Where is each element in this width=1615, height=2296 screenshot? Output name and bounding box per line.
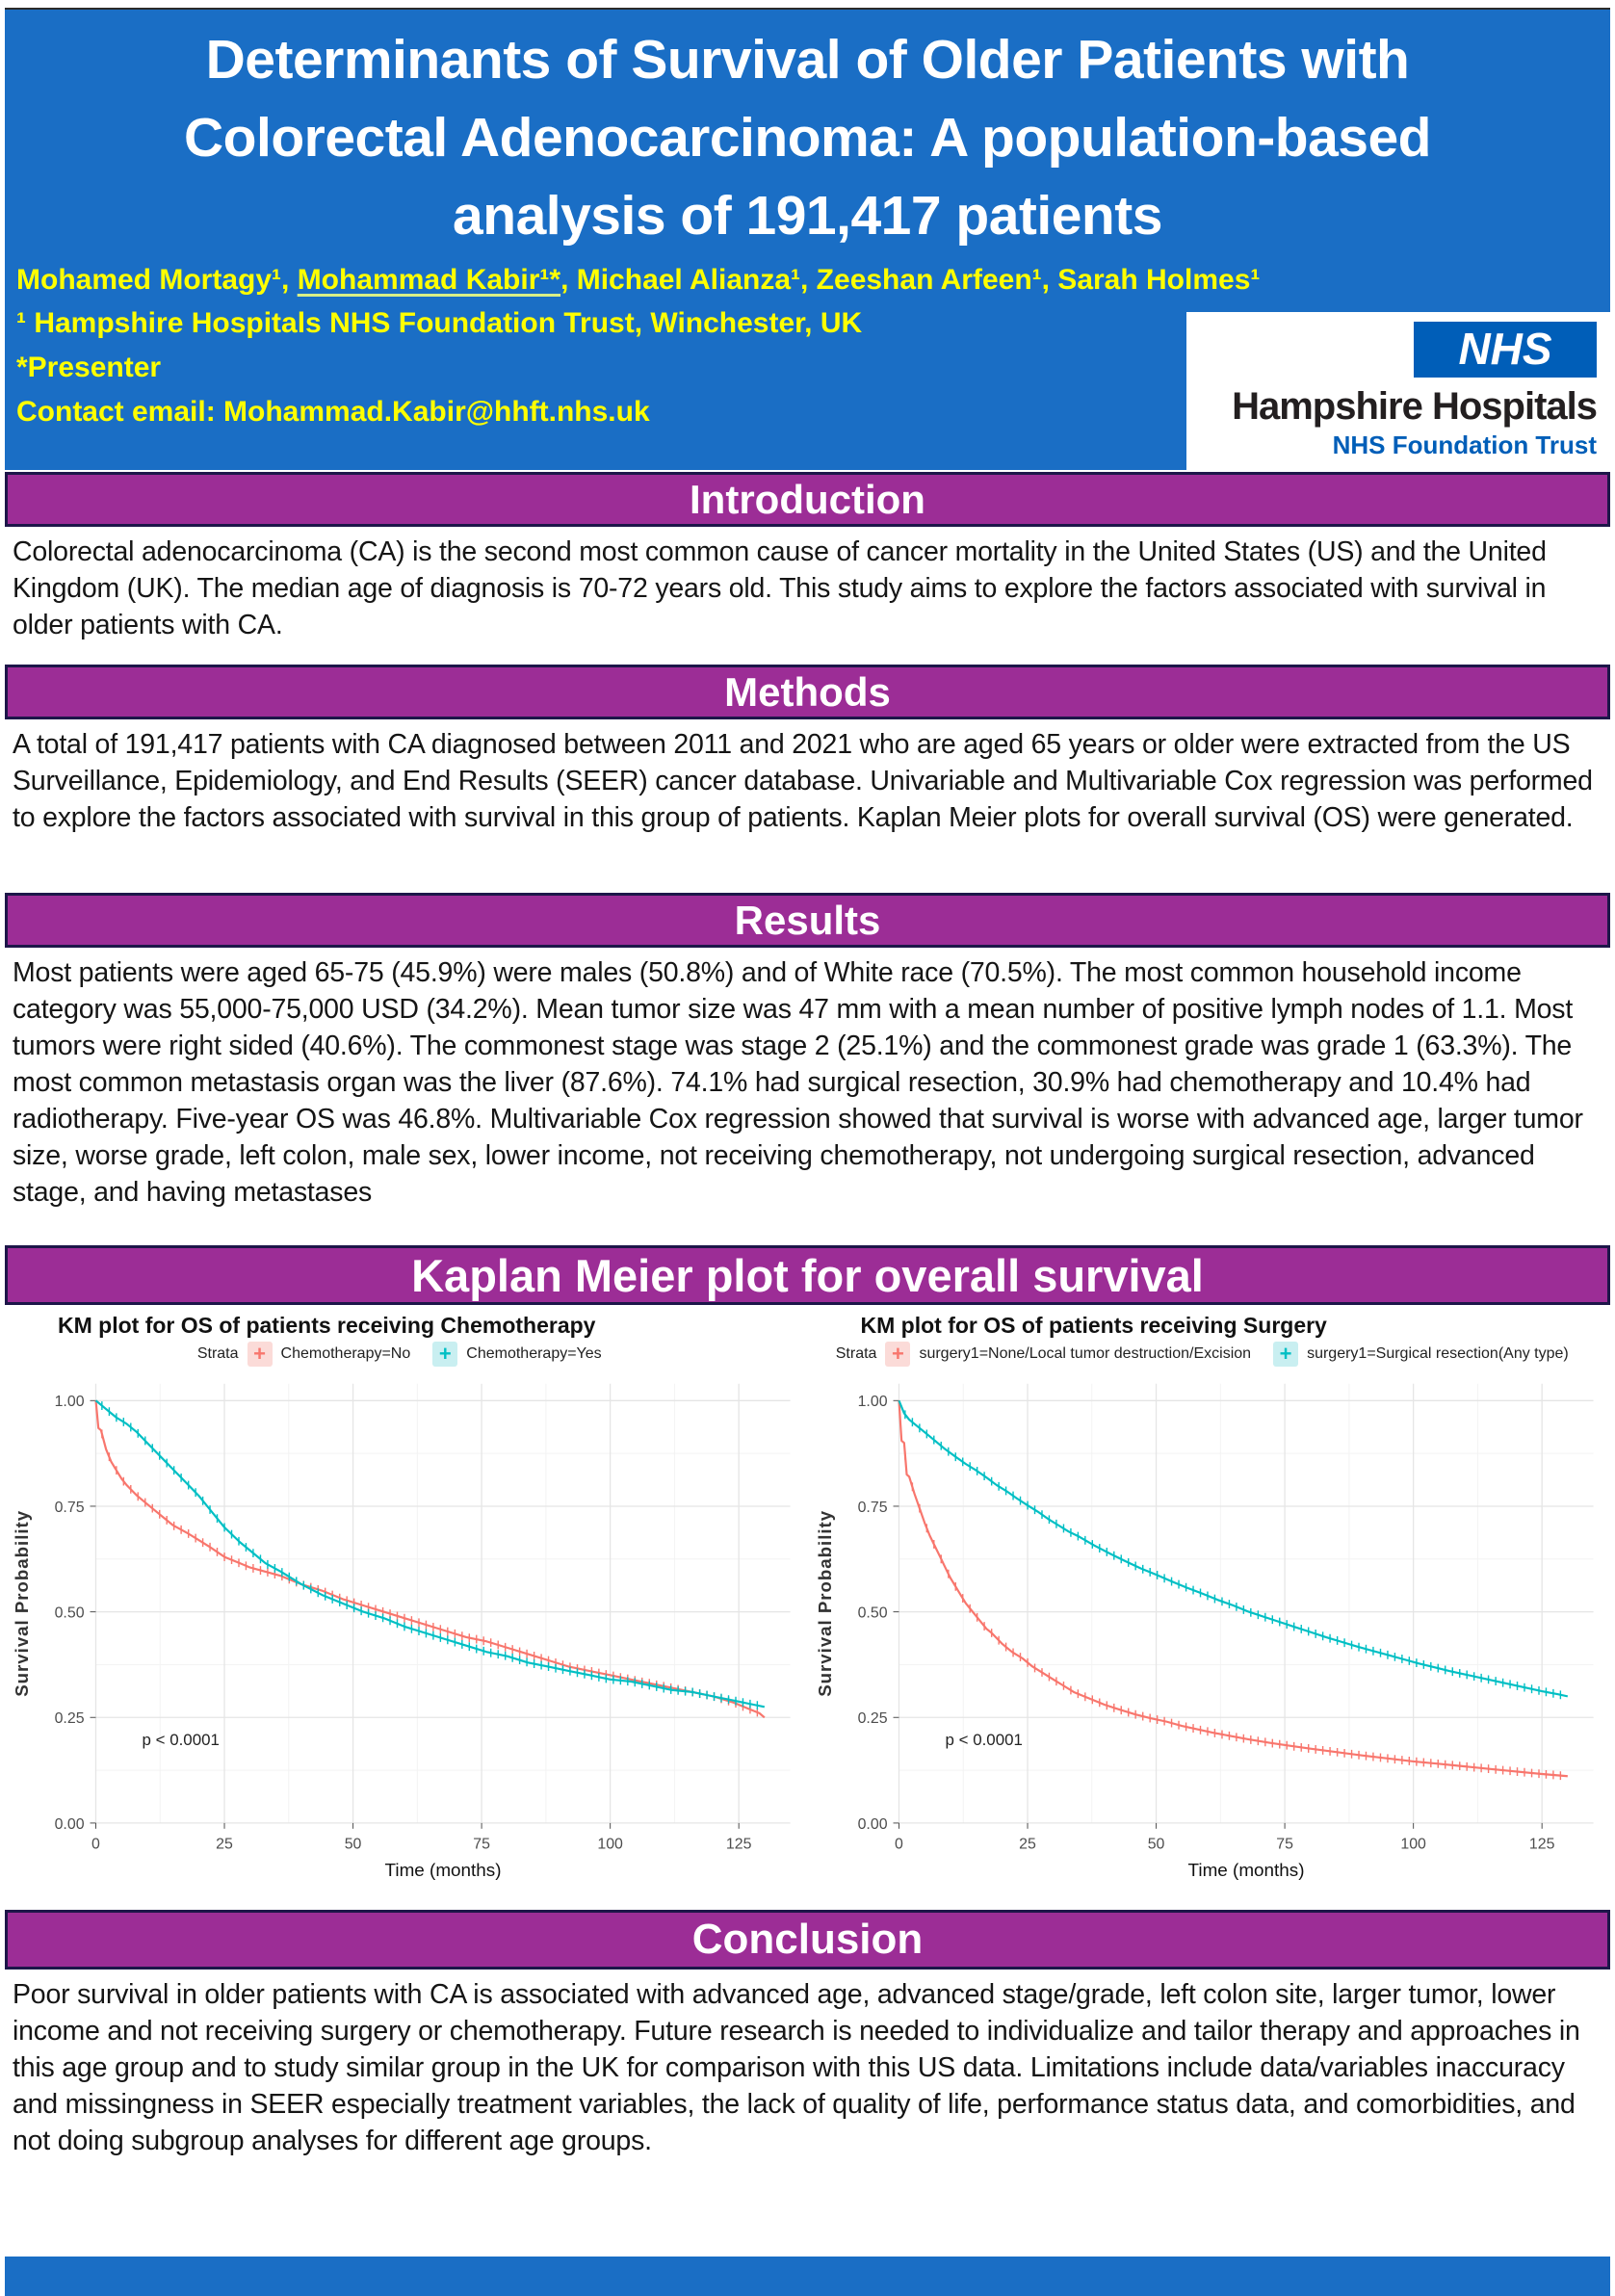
results-text: Most patients were aged 65-75 (45.9%) were males (50.8%) and of White race (70.5%). The most common household income category was 55,000-75,000 USD (34.2%). Mean tumor size was 47 mm with a mean number of positive lymph nodes of 1.1. Most tumors were right sided (40.6%). The commonest stage was stage 2 (25.1%) and the commonest grade was grade 1 (63.3%). The most common metastasis organ was the liver (87.6%). 74.1% had surgical resection, 30.9% had chemotherapy and 10.4% had radiotherapy. Five-year OS was 46.8%. Multivariable Cox regression showed that survival is worse with advanced age, larger tumor size, worse grade, left colon, male sex, lower income, not receiving chemotherapy, not undergoing surgical resection, advanced stage, and having metastases bbox=[13, 957, 1583, 1208]
svg-text:0.75: 0.75 bbox=[54, 1499, 85, 1516]
author-block bbox=[5, 255, 1261, 434]
svg-text:0.00: 0.00 bbox=[857, 1815, 888, 1833]
svg-text:0.00: 0.00 bbox=[54, 1815, 85, 1833]
svg-text:75: 75 bbox=[473, 1836, 490, 1853]
svg-text:100: 100 bbox=[1399, 1836, 1426, 1853]
title-line-3: analysis of 191,417 patients bbox=[453, 185, 1162, 247]
legend-key-red-plus-icon: + bbox=[885, 1342, 910, 1367]
svg-text:50: 50 bbox=[1147, 1836, 1164, 1853]
affiliation-line: ¹ Hampshire Hospitals NHS Foundation Trust, Winchester, UK bbox=[16, 307, 863, 339]
svg-text:0.25: 0.25 bbox=[54, 1709, 85, 1727]
svg-text:Time (months): Time (months) bbox=[1187, 1859, 1305, 1880]
authors-prefix: Mohamed Mortagy¹, bbox=[16, 264, 298, 296]
legend-title: Strata bbox=[196, 1344, 239, 1362]
legend-label-chemo-yes: Chemotherapy=Yes bbox=[466, 1344, 602, 1362]
section-heading-introduction: Introduction bbox=[5, 472, 1610, 527]
presenter-author: Mohammad Kabir¹* bbox=[297, 264, 561, 296]
km-chemo-plot-title: KM plot for OS of patients receiving Chemotherapy bbox=[58, 1313, 596, 1338]
nhs-org-name: Hampshire Hospitals bbox=[1232, 385, 1597, 428]
introduction-text: Colorectal adenocarcinoma (CA) is the second most common cause of cancer mortality in the United States (US) and the United Kingdom (UK). The median age of diagnosis is 70-72 years old. This study aims to explore the factors associated with survival in older patients with CA. bbox=[13, 536, 1547, 640]
svg-text:0.50: 0.50 bbox=[54, 1605, 85, 1622]
svg-text:Time (months): Time (months) bbox=[384, 1859, 502, 1880]
svg-text:Survival Probability: Survival Probability bbox=[814, 1509, 835, 1697]
svg-text:0: 0 bbox=[894, 1836, 903, 1853]
svg-text:0: 0 bbox=[91, 1836, 100, 1853]
km-panel-surgery bbox=[808, 1305, 1611, 1908]
conclusion-text: Poor survival in older patients with CA is associated with advanced age, advanced stage/grade, left colon site, larger tumor, lower income and not receiving surgery or chemotherapy. Future research is needed to individualize and tailor therapy and approaches in this age group and to study similar group in the UK for comparison with this US data. Limitations include data/variables inaccuracy and missingness in SEER especially treatment variables, the lack of quality of life, performance status data, and comorbidities, and not doing subgroup analyses for different age groups. bbox=[13, 1979, 1580, 2156]
km-plots-row bbox=[5, 1305, 1610, 1908]
section-heading-km: Kaplan Meier plot for overall survival bbox=[5, 1245, 1610, 1305]
svg-text:125: 125 bbox=[725, 1836, 752, 1853]
km-chemo-legend bbox=[5, 1338, 808, 1370]
svg-text:p < 0.0001: p < 0.0001 bbox=[945, 1730, 1023, 1749]
nhs-logo-icon: NHS bbox=[1414, 322, 1597, 378]
svg-text:p < 0.0001: p < 0.0001 bbox=[142, 1730, 220, 1749]
legend-key-cyan-plus-icon: + bbox=[1273, 1342, 1298, 1367]
svg-text:0.25: 0.25 bbox=[857, 1709, 888, 1727]
km-chemo-chart bbox=[5, 1370, 808, 1908]
legend-key-cyan-plus-icon: + bbox=[432, 1342, 457, 1367]
section-heading-conclusion: Conclusion bbox=[5, 1910, 1610, 1970]
title-line-2: Colorectal Adenocarcinoma: A population-based bbox=[184, 107, 1431, 169]
svg-text:0.75: 0.75 bbox=[857, 1499, 888, 1516]
presenter-note: *Presenter bbox=[16, 352, 162, 383]
authors-suffix: , Michael Alianza¹, Zeeshan Arfeen¹, Sarah Holmes¹ bbox=[560, 264, 1261, 296]
legend-label-surgery-resection: surgery1=Surgical resection(Any type) bbox=[1307, 1344, 1569, 1362]
legend-key-red-plus-icon: + bbox=[247, 1342, 273, 1367]
section-heading-results: Results bbox=[5, 893, 1610, 948]
legend-label-chemo-no: Chemotherapy=No bbox=[280, 1344, 411, 1362]
contact-email: Contact email: Mohammad.Kabir@hhft.nhs.uk bbox=[16, 396, 650, 428]
legend-label-surgery-none: surgery1=None/Local tumor destruction/Excision bbox=[919, 1344, 1252, 1362]
svg-text:1.00: 1.00 bbox=[54, 1393, 85, 1410]
title-line-1: Determinants of Survival of Older Patients with bbox=[205, 29, 1410, 91]
svg-text:75: 75 bbox=[1275, 1836, 1293, 1853]
svg-text:50: 50 bbox=[344, 1836, 362, 1853]
page-title bbox=[5, 10, 1610, 255]
svg-text:Survival Probability: Survival Probability bbox=[11, 1509, 32, 1697]
svg-text:0.50: 0.50 bbox=[857, 1605, 888, 1622]
km-surgery-chart bbox=[808, 1370, 1611, 1908]
svg-text:100: 100 bbox=[597, 1836, 623, 1853]
legend-title: Strata bbox=[835, 1344, 877, 1362]
svg-text:125: 125 bbox=[1528, 1836, 1554, 1853]
nhs-sub-name: NHS Foundation Trust bbox=[1332, 430, 1597, 459]
footer-strip bbox=[5, 2257, 1610, 2296]
methods-text: A total of 191,417 patients with CA diagnosed between 2011 and 2021 who are aged 65 years or older were extracted from the US Surveillance, Epidemiology, and End Results (SEER) cancer database. Univariable and Multivariable Cox regression was performed to explore the factors associated with survival in this group of patients. Kaplan Meier plots for overall survival (OS) were generated. bbox=[13, 729, 1593, 833]
svg-text:25: 25 bbox=[1018, 1836, 1036, 1853]
svg-text:1.00: 1.00 bbox=[857, 1393, 888, 1410]
km-surgery-plot-title: KM plot for OS of patients receiving Surgery bbox=[860, 1313, 1327, 1338]
header-banner bbox=[5, 8, 1610, 470]
svg-text:25: 25 bbox=[216, 1836, 233, 1853]
authors-line bbox=[16, 259, 1261, 301]
nhs-trust-logo bbox=[1186, 312, 1610, 470]
km-panel-chemotherapy bbox=[5, 1305, 808, 1908]
km-surgery-legend bbox=[808, 1338, 1611, 1370]
section-heading-methods: Methods bbox=[5, 665, 1610, 719]
